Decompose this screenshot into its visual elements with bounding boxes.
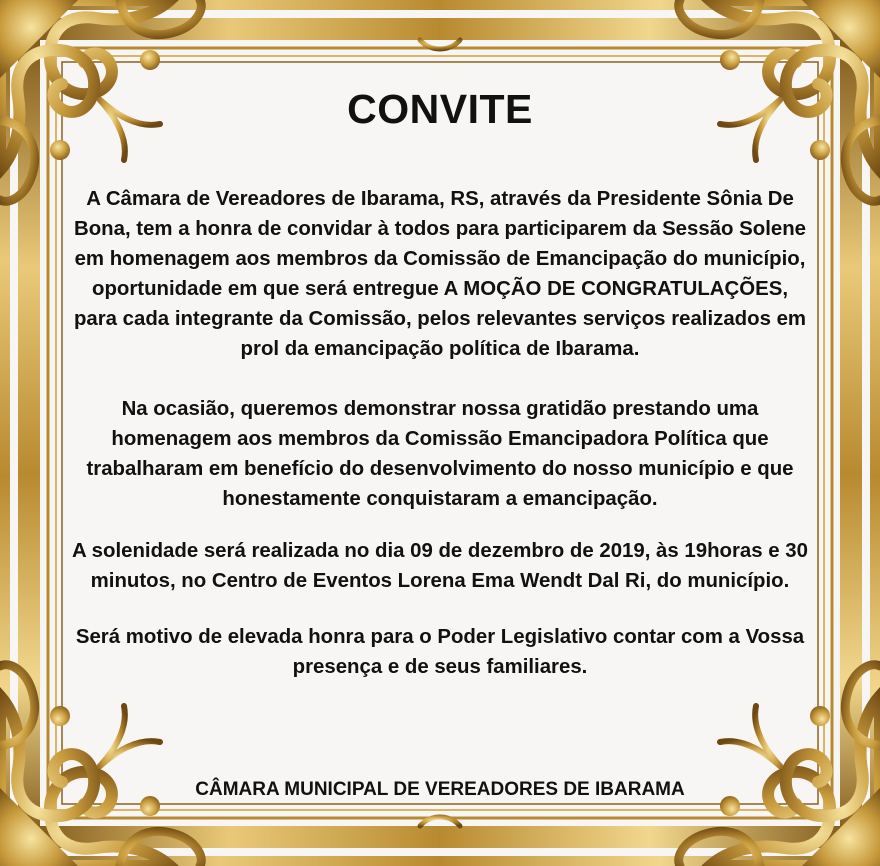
signature: CÂMARA MUNICIPAL DE VEREADORES DE IBARAMA xyxy=(195,779,685,800)
paragraph-event-details: A solenidade será realizada no dia 09 de dezembro de 2019, às 19horas e 30 minutos, no Centro de Eventos Lorena Ema Wendt Dal Ri, do município. xyxy=(72,540,808,592)
invitation-title: CONVITE xyxy=(347,86,533,132)
paragraph-intro: A Câmara de Vereadores de Ibarama, RS, através da Presidente Sônia De Bona, tem a honra de convidar à todos para participarem da Sessão Solene em homenagem aos membros da Comissão de Emancipação do município, oportunidade em que será entregue A MOÇÃO DE CONGRATULAÇÕES, para cada integrante da Comissão, pelos relevantes serviços realizados em prol da emancipação política de Ibarama. xyxy=(73,188,807,360)
paragraph-closing: Será motivo de elevada honra para o Poder Legislativo contar com a Vossa presença e de seus familiares. xyxy=(75,626,805,678)
invitation-content xyxy=(70,78,810,798)
paragraph-gratitude: Na ocasião, queremos demonstrar nossa gratidão prestando uma homenagem aos membros da Comissão Emancipadora Política que trabalharam em benefício do desenvolvimento do nosso município e que honestamente conquistaram a emancipação. xyxy=(86,398,794,510)
